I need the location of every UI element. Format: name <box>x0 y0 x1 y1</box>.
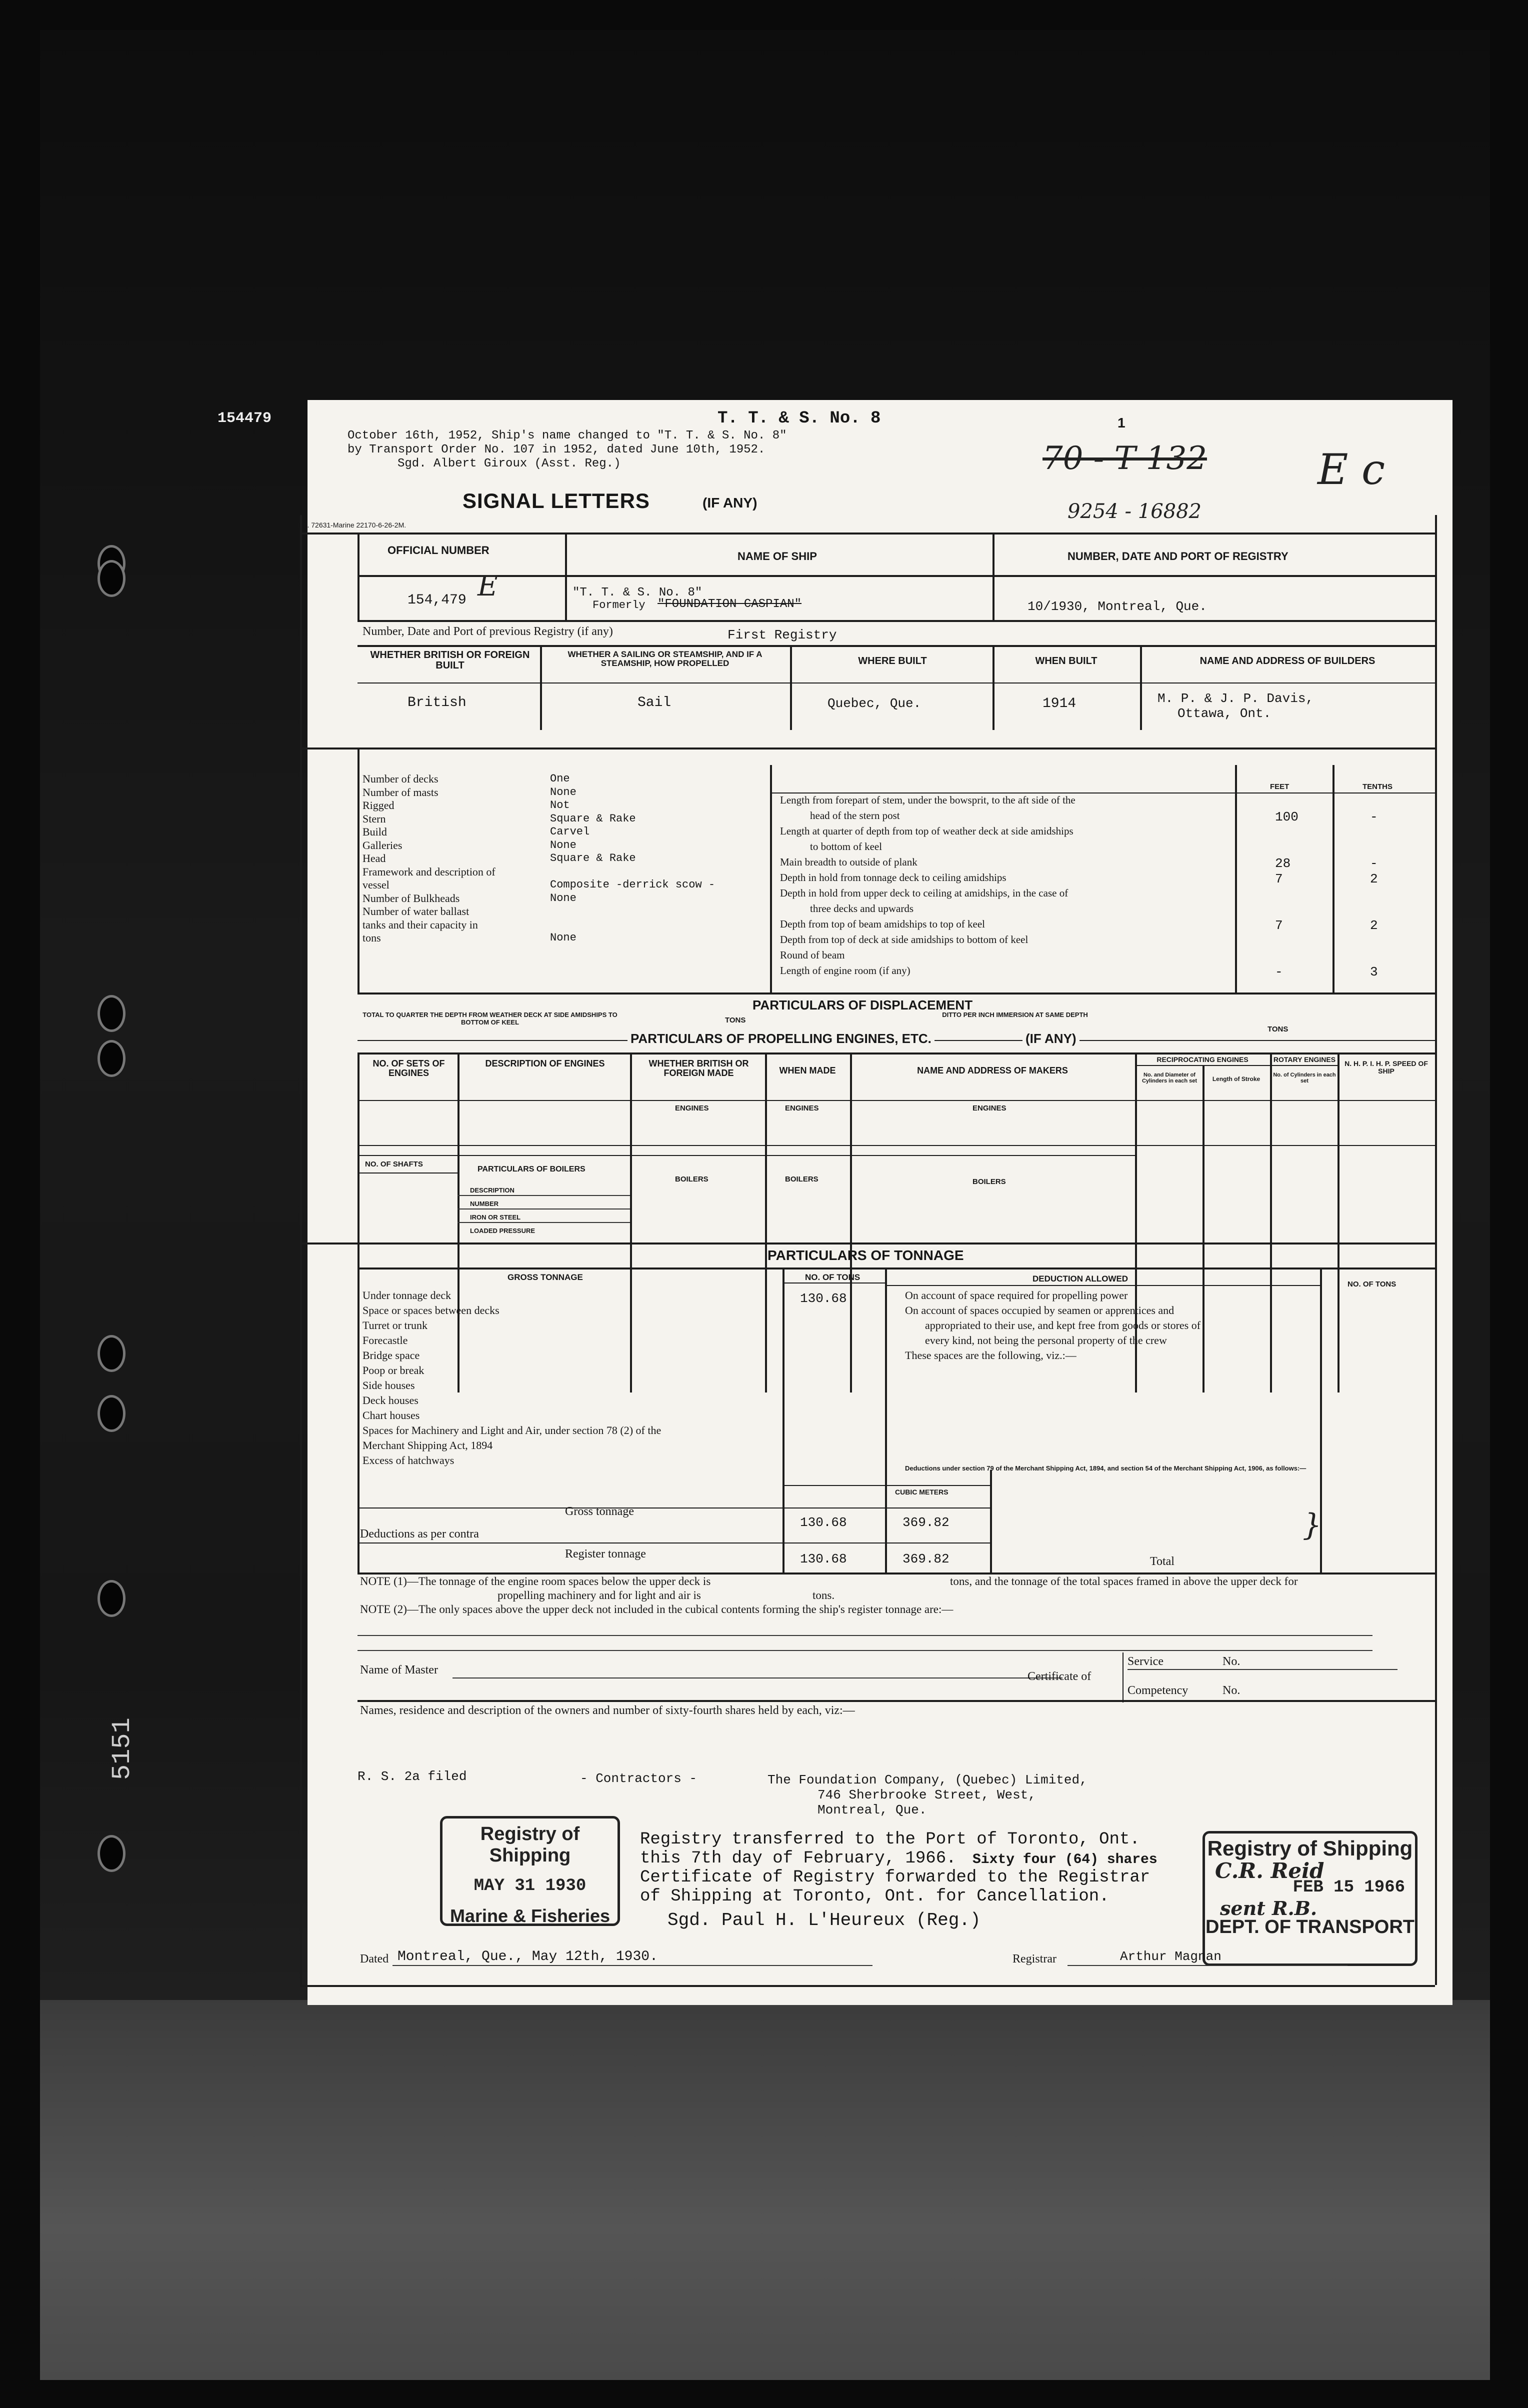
rule <box>630 1052 632 1392</box>
rule <box>358 1650 1372 1651</box>
bracket-mark: } <box>1302 1508 1322 1542</box>
description-label: Number of water ballast <box>362 905 470 918</box>
rule <box>1338 1052 1340 1392</box>
rule <box>358 748 360 992</box>
description-label: Rigged <box>362 799 394 812</box>
stamp-1930-dept: Marine & Fisheries <box>450 1906 610 1926</box>
description-value: Not <box>550 799 570 812</box>
gross-row-label: Excess of hatchways <box>362 1454 454 1466</box>
where-built: Quebec, Que. <box>828 696 922 711</box>
dimension-tenths: 2 <box>1370 918 1378 933</box>
cubic-meters-label: CUBIC METERS <box>895 1488 948 1496</box>
engines-sub-1: ENGINES <box>675 1104 709 1112</box>
engines-sub-2: ENGINES <box>785 1104 819 1112</box>
transfer-line-3: Certificate of Registry forwarded to the Registrar <box>640 1868 1150 1887</box>
gross-row-label: Under tonnage deck <box>362 1289 452 1302</box>
engines-if-any: (IF ANY) <box>1022 1031 1080 1046</box>
competency-label: Competency <box>1128 1684 1188 1697</box>
displacement-tons-label: TONS <box>725 1016 746 1024</box>
description-value: None <box>550 892 576 904</box>
rule <box>358 1268 1435 1270</box>
deductions-contra-label: Deductions as per contra <box>360 1528 479 1540</box>
description-value: None <box>550 932 576 944</box>
description-label: Stern <box>362 812 386 825</box>
signal-letters-title: SIGNAL LETTERS <box>462 489 650 512</box>
rule <box>300 1242 1435 1244</box>
stamp-1966-dept: DEPT. OF TRANSPORT <box>1205 1916 1415 1938</box>
frame-line <box>300 515 302 1985</box>
rule <box>990 1470 992 1522</box>
boiler-material: IRON OR STEEL <box>470 1214 521 1221</box>
description-label: Build <box>362 826 387 838</box>
rule <box>358 1268 360 1522</box>
rule <box>1135 1065 1338 1066</box>
owner-name: The Foundation Company, (Quebec) Limited, <box>768 1772 1088 1788</box>
rule <box>300 532 1435 534</box>
description-label: Number of Bulkheads <box>362 892 460 904</box>
registry-document <box>218 400 1452 2005</box>
note-1: NOTE (1)—The tonnage of the engine room spaces below the upper deck is <box>360 1575 711 1588</box>
rule <box>358 1635 1372 1636</box>
owner-city: Montreal, Que. <box>818 1802 927 1818</box>
rule <box>458 1208 630 1210</box>
boilers-sub-2: BOILERS <box>785 1175 818 1184</box>
rule <box>992 645 994 730</box>
displacement-title: PARTICULARS OF DISPLACEMENT <box>752 998 973 1012</box>
note-2: NOTE (2)—The only spaces above the upper deck not included in the cubical contents forming the ship's register tonnage are:— <box>360 1603 954 1616</box>
stamp-1930-title: Registry of Shipping <box>480 1824 580 1866</box>
rule <box>358 1542 990 1544</box>
rule <box>358 682 1435 684</box>
rule <box>358 575 1435 577</box>
gross-row-label: Spaces for Machinery and Light and Air, under section 78 (2) of the <box>362 1424 662 1436</box>
transfer-shares: Sixty four (64) shares <box>972 1852 1158 1868</box>
dimension-tenths: - <box>1370 810 1378 824</box>
rule <box>1332 765 1334 992</box>
boiler-pressure: LOADED PRESSURE <box>470 1227 536 1234</box>
gross-cubic: 369.82 <box>902 1515 950 1530</box>
when-built: 1914 <box>1042 696 1076 712</box>
rule <box>458 1195 630 1196</box>
dimension-label: Depth from top of deck at side amidships to bottom of keel <box>780 934 1028 946</box>
description-value: One <box>550 772 570 785</box>
dimension-feet: 7 <box>1275 918 1283 933</box>
rule <box>1320 1268 1322 1522</box>
rule <box>540 645 542 730</box>
dimension-feet: - <box>1275 964 1283 980</box>
handwritten-reference: 9254 - 16882 <box>1068 500 1202 523</box>
dimension-label: Main breadth to outside of plank <box>780 856 918 868</box>
shafts-label: NO. OF SHAFTS <box>365 1160 423 1168</box>
binder-hole <box>98 1580 126 1617</box>
gross-row-label: Side houses <box>362 1379 415 1392</box>
propulsion: Sail <box>638 695 672 710</box>
engine-makers-label: NAME AND ADDRESS OF MAKERS <box>917 1066 1068 1076</box>
frame-line <box>1435 515 1437 1985</box>
registry-stamp-1966 <box>1202 1831 1418 1966</box>
note-1-tail: tons, and the tonnage of the total spaces framed in above the upper deck for <box>950 1575 1298 1588</box>
description-label: Framework and description of <box>362 865 496 878</box>
rule <box>358 1100 1435 1101</box>
rule <box>1128 1669 1398 1670</box>
register-tonnage-label: Register tonnage <box>565 1548 646 1560</box>
register-tons: 130.68 <box>800 1552 847 1566</box>
owners-label: Names, residence and description of the owners and number of sixty-fourth shares held by each, viz:— <box>360 1704 855 1717</box>
gross-row-label: Poop or break <box>362 1364 424 1376</box>
dimension-label: Round of beam <box>780 949 845 961</box>
description-value: Square & Rake <box>550 852 636 864</box>
rotary-label: ROTARY ENGINES <box>1273 1056 1336 1064</box>
name-of-ship-label: NAME OF SHIP <box>738 550 817 562</box>
reciprocating-label: RECIPROCATING ENGINES <box>1156 1056 1248 1064</box>
dimension-feet: 28 <box>1275 856 1291 871</box>
rule <box>782 1268 784 1522</box>
rule <box>770 765 772 992</box>
cylinders-label: No. and Diameter of Cylinders in each set <box>1142 1072 1198 1084</box>
boilers-particulars-label: PARTICULARS OF BOILERS <box>478 1165 586 1174</box>
rule <box>1140 645 1142 730</box>
registrar-value: Arthur Magnan <box>1120 1949 1222 1964</box>
registry-label: NUMBER, DATE AND PORT OF REGISTRY <box>1068 550 1288 562</box>
gross-row-label: Space or spaces between decks <box>362 1304 500 1316</box>
previous-registry: First Registry <box>728 628 837 642</box>
dimension-label: Depth from top of beam amidships to top of keel <box>780 918 986 930</box>
gross-row-label: Bridge space <box>362 1349 420 1362</box>
certificate-label: Certificate of <box>1028 1670 1092 1683</box>
rule <box>392 1965 872 1966</box>
transfer-signature: Sgd. Paul H. L'Heureux (Reg.) <box>668 1910 981 1930</box>
dimension-label: Depth in hold from upper deck to ceiling at amidships, in the case of <box>780 887 1068 899</box>
rule <box>765 1052 767 1392</box>
rule <box>358 1522 360 1572</box>
binder-hole <box>98 1395 126 1432</box>
rule <box>358 1572 1435 1574</box>
description-value: None <box>550 786 576 798</box>
boiler-description: DESCRIPTION <box>470 1186 514 1194</box>
builders-label: NAME AND ADDRESS OF BUILDERS <box>1200 656 1376 666</box>
previous-registry-label: Number, Date and Port of previous Registry (if any) <box>362 625 613 638</box>
formerly-label: Formerly <box>592 599 646 612</box>
name-change-signature: Sgd. Albert Giroux (Asst. Reg.) <box>398 457 621 470</box>
stamp-1966-handwritten-2: sent R.B. <box>1220 1897 1318 1920</box>
deduction-row: On account of spaces occupied by seamen or apprentices and <box>905 1304 1174 1316</box>
official-number: 154,479 <box>408 592 466 608</box>
transfer-line-4: of Shipping at Toronto, Ont. for Cancellation. <box>640 1887 1110 1906</box>
ship-name: "T. T. & S. No. 8" <box>572 586 702 600</box>
dimension-label: Length at quarter of depth from top of weather deck at side amidships <box>780 825 1074 837</box>
rule <box>782 1522 784 1572</box>
service-no-label: No. <box>1222 1655 1240 1668</box>
engines-title: PARTICULARS OF PROPELLING ENGINES, ETC. <box>628 1031 934 1046</box>
binder-hole <box>98 1835 126 1872</box>
where-built-label: WHERE BUILT <box>858 656 927 666</box>
rule <box>1202 1065 1204 1392</box>
rule <box>1320 1522 1322 1572</box>
dimension-label: head of the stern post <box>810 810 900 822</box>
dimension-label: three decks and upwards <box>810 902 914 914</box>
sailing-steam-label: WHETHER A SAILING OR STEAMSHIP, AND IF A STEAMSHIP, HOW PROPELLED <box>568 650 762 668</box>
engine-sets-label: NO. OF SETS OF ENGINES <box>372 1058 445 1078</box>
dated-label: Dated <box>360 1952 389 1966</box>
rule <box>1235 765 1237 992</box>
dimension-tenths: 2 <box>1370 872 1378 886</box>
dimension-feet: 100 <box>1275 810 1298 824</box>
gross-row-tons: 130.68 <box>800 1291 847 1306</box>
gross-tons: 130.68 <box>800 1515 847 1530</box>
official-number-label: OFFICIAL NUMBER <box>388 544 490 556</box>
note-1-line2: propelling machinery and for light and air is <box>498 1589 701 1602</box>
rule <box>770 792 1435 794</box>
deduction-label: DEDUCTION ALLOWED <box>1032 1274 1128 1284</box>
displacement-total-label: TOTAL TO QUARTER THE DEPTH FROM WEATHER DECK AT SIDE AMIDSHIPS TO BOTTOM OF KEEL <box>362 1011 618 1026</box>
rule <box>565 532 567 578</box>
british-foreign: British <box>408 695 466 710</box>
former-name: "FOUNDATION CASPIAN" <box>658 598 802 611</box>
description-value: Square & Rake <box>550 812 636 825</box>
owner-address: 746 Sherbrooke Street, West, <box>818 1788 1036 1802</box>
description-label: tanks and their capacity in <box>362 918 478 931</box>
stamp-1930-date: MAY 31 1930 <box>474 1876 586 1896</box>
margin-number: 5151 <box>108 1718 137 1780</box>
description-label: Number of masts <box>362 786 438 798</box>
rs-filed: R. S. 2a filed <box>358 1769 467 1784</box>
boilers-sub-3: BOILERS <box>972 1178 1006 1186</box>
rule <box>358 645 1435 647</box>
handwritten-mark: E <box>478 570 498 602</box>
builders-address: Ottawa, Ont. <box>1178 706 1272 721</box>
rule <box>850 1052 852 1392</box>
binder-hole <box>98 995 126 1032</box>
binder-hole <box>98 1040 126 1077</box>
rule <box>358 532 360 578</box>
rule <box>1270 1052 1272 1392</box>
gross-row-label: Turret or trunk <box>362 1319 428 1332</box>
dimension-tenths: 3 <box>1370 964 1378 980</box>
no-of-tons-label: NO. OF TONS <box>805 1272 860 1282</box>
rule <box>992 575 994 620</box>
competency-no-label: No. <box>1222 1684 1240 1697</box>
stamp-1966-date: FEB 15 1966 <box>1292 1878 1405 1897</box>
rule <box>992 532 994 578</box>
rule <box>358 1145 1435 1146</box>
dimension-tenths: - <box>1370 856 1378 871</box>
description-label: vessel <box>362 878 390 891</box>
dimension-label: Length from forepart of stem, under the bowsprit, to the aft side of the <box>780 794 1076 806</box>
rule <box>885 1268 887 1522</box>
tonnage-title: PARTICULARS OF TONNAGE <box>768 1248 964 1263</box>
rule <box>300 1985 1435 1987</box>
rule <box>358 620 1435 622</box>
file-number-top: 1 <box>1118 415 1126 430</box>
engine-when-made-label: WHEN MADE <box>779 1066 836 1076</box>
transfer-line-2: this 7th day of February, 1966. <box>640 1849 956 1868</box>
dimension-feet: 7 <box>1275 872 1283 886</box>
binder-hole <box>98 1335 126 1372</box>
stamp-1966-handwritten: C.R. Reid <box>1215 1858 1324 1883</box>
description-value: None <box>550 838 576 852</box>
stamp-1966-title: Registry of Shipping <box>1207 1836 1413 1860</box>
dated-value: Montreal, Que., May 12th, 1930. <box>398 1949 658 1964</box>
rule <box>782 1485 990 1486</box>
transfer-line-1: Registry transferred to the Port of Toronto, Ont. <box>640 1830 1140 1849</box>
registry-detail: 10/1930, Montreal, Que. <box>1028 599 1207 614</box>
deduction-note: Deductions under section 79 of the Merchant Shipping Act, 1894, and section 54 of the Merchant Shipping Act, 1906, as follows:— <box>905 1464 1306 1472</box>
builders-name: M. P. & J. P. Davis, <box>1158 691 1314 706</box>
description-label: tons <box>362 932 381 944</box>
rule <box>358 1172 458 1174</box>
rule <box>358 1052 1435 1054</box>
rule <box>458 1222 630 1223</box>
rule <box>1068 1965 1348 1966</box>
rule <box>885 1522 887 1572</box>
deduction-row: appropriated to their use, and kept free from goods or stores of <box>925 1319 1201 1332</box>
official-number-top: 154479 <box>218 410 272 427</box>
engine-british-label: WHETHER BRITISH OR FOREIGN MADE <box>648 1058 749 1078</box>
form-code: L.L. 72631-Marine 22170-6-26-2M. <box>298 521 406 529</box>
gross-row-label: Merchant Shipping Act, 1894 <box>362 1439 493 1452</box>
deduction-row: On account of space required for propelling power <box>905 1289 1128 1302</box>
rule <box>300 748 1435 750</box>
handwritten-initials: E c <box>1318 445 1386 494</box>
binder-hole <box>98 560 126 597</box>
dimension-label: Length of engine room (if any) <box>780 964 910 976</box>
tenths-label: TENTHS <box>1362 782 1392 791</box>
scan-lower-area <box>40 2000 1490 2380</box>
displacement-tons-label-2: TONS <box>1268 1025 1288 1034</box>
file-number: 70 - T 132 <box>1042 440 1207 477</box>
displacement-ditto-label: DITTO PER INCH IMMERSION AT SAME DEPTH <box>942 1011 1088 1018</box>
rule <box>885 1285 1320 1286</box>
signal-letters-if-any: (IF ANY) <box>702 495 758 510</box>
name-change-note: October 16th, 1952, Ship's name changed to "T. T. & S. No. 8" <box>348 429 787 442</box>
rule <box>358 1700 1435 1702</box>
description-label: Head <box>362 852 386 864</box>
description-value: Composite -derrick scow - <box>550 878 716 891</box>
rule <box>782 1282 885 1284</box>
registrar-label: Registrar <box>1012 1952 1056 1966</box>
rule <box>358 992 1435 994</box>
gross-tonnage-label: GROSS TONNAGE <box>508 1272 583 1282</box>
total-label: Total <box>1150 1555 1174 1568</box>
rule <box>565 575 567 620</box>
rule <box>1122 1652 1124 1702</box>
gross-row-label: Chart houses <box>362 1409 420 1422</box>
service-label: Service <box>1128 1655 1164 1668</box>
feet-label: FEET <box>1270 782 1290 791</box>
engine-description-label: DESCRIPTION OF ENGINES <box>485 1058 605 1068</box>
rule <box>790 645 792 730</box>
gross-row-label: Deck houses <box>362 1394 418 1406</box>
name-change-note: by Transport Order No. 107 in 1952, dated June 10th, 1952. <box>348 443 766 456</box>
boilers-sub-1: BOILERS <box>675 1175 708 1184</box>
contractors: - Contractors - <box>580 1771 698 1786</box>
dimension-label: Depth in hold from tonnage deck to ceiling amidships <box>780 872 1006 884</box>
registry-stamp-1930 <box>440 1816 620 1926</box>
register-cubic: 369.82 <box>902 1552 950 1566</box>
description-label: Number of decks <box>362 772 438 785</box>
rule <box>990 1522 992 1572</box>
master-name-label: Name of Master <box>360 1664 438 1676</box>
rule <box>358 575 360 620</box>
deduction-row: These spaces are the following, viz.:— <box>905 1349 1076 1362</box>
deduction-row: every kind, not being the personal property of the crew <box>925 1334 1167 1346</box>
when-built-label: WHEN BUILT <box>1035 656 1098 666</box>
note-1-line2-tail: tons. <box>812 1589 835 1602</box>
british-foreign-label: WHETHER BRITISH OR FOREIGN BUILT <box>370 650 530 671</box>
description-label: Galleries <box>362 838 402 852</box>
description-value: Carvel <box>550 826 590 838</box>
gross-tonnage-total-label: Gross tonnage <box>565 1505 634 1518</box>
rule <box>358 1155 1135 1156</box>
rotary-cylinders-label: No. of Cylinders in each set <box>1273 1072 1336 1084</box>
no-of-tons-label-2: NO. OF TONS <box>1348 1280 1396 1288</box>
boiler-number: NUMBER <box>470 1200 499 1208</box>
gross-row-label: Forecastle <box>362 1334 408 1346</box>
dimension-label: to bottom of keel <box>810 840 882 852</box>
engines-sub-3: ENGINES <box>972 1104 1006 1112</box>
nhp-label: N. H. P. I. H. P. SPEED OF SHIP <box>1344 1060 1428 1075</box>
ship-title: T. T. & S. No. 8 <box>718 409 881 428</box>
stroke-label: Length of Stroke <box>1212 1076 1260 1082</box>
